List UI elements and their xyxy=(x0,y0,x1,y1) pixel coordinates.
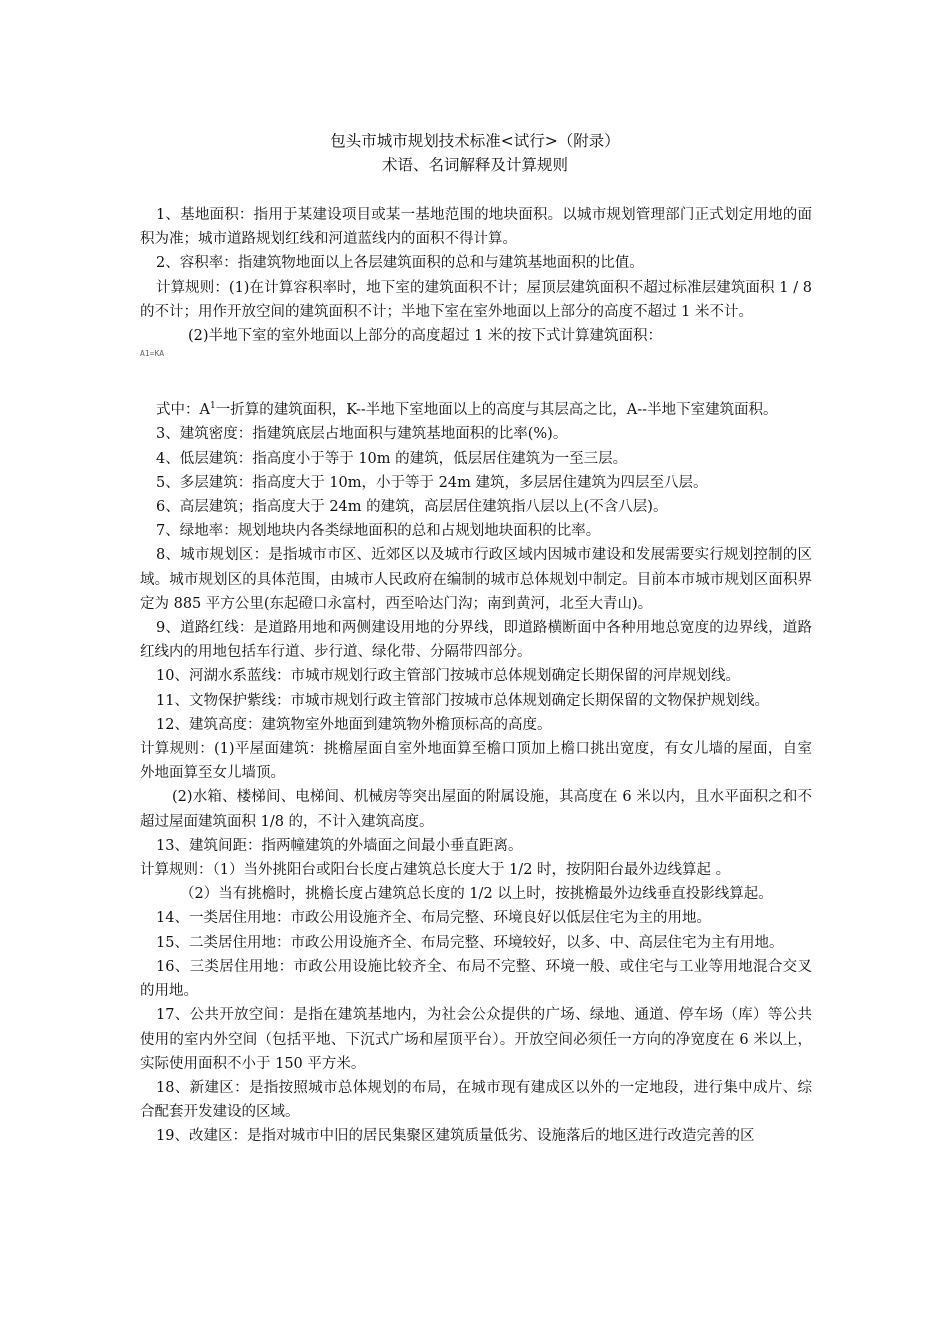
paragraph-purple-line: 11、文物保护紫线：市城市规划行政主管部门按城市总体规划确定长期保留的文物保护规划线。 xyxy=(156,692,769,709)
paragraph-spacing-rule-2: （2）当有挑檐时，挑檐长度占建筑总长度的 1/2 以上时，按挑檐最外边线垂直投影线算起。 xyxy=(180,886,773,903)
paragraph-green-ratio: 7、绿地率：规划地块内各类绿地面积的总和占规划地块面积的比率。 xyxy=(156,523,601,540)
formula-explanation-rest: 一折算的建筑面积，K--半地下室地面以上的高度与其层高之比，A--半地下室建筑面积。 xyxy=(215,402,778,419)
paragraph-plot-ratio: 2、容积率：指建筑物地面以上各层建筑面积的总和与建筑基地面积的比值。 xyxy=(156,255,644,272)
paragraph-planning-area: 8、城市规划区：是指城市市区、近郊区以及城市行政区域内因城市建设和发展需要实行规划控制的区域。城市规划区的具体范围，由城市人民政府在编制的城市总体规划中制定。目前本市城市规划区面积界定为 885 平方公里(东起磴口永富村，西至哈达门沟；南到黄河，北至大青山)。 xyxy=(140,547,812,612)
paragraph-height-rule-2: (2)水箱、楼梯间、电梯间、机械房等突出屋面的附属设施，其高度在 6 米以内，且水平面积之和不超过屋面建筑面积 1/8 的，不计入建筑高度。 xyxy=(140,789,812,830)
paragraph-building-spacing: 13、建筑间距：指两幢建筑的外墙面之间最小垂直距离。 xyxy=(156,837,523,854)
paragraph-renewal-district: 19、改建区：是指对城市中旧的居民集聚区建筑质量低劣、设施落后的地区进行改造完善的区 xyxy=(156,1128,755,1145)
paragraph-plot-ratio-rule-1: 计算规则：(1)在计算容积率时，地下室的建筑面积不计；屋顶层建筑面积不超过标准层建筑面积 1 / 8 的不计；用作开放空间的建筑面积不计；半地下室在室外地面以上部分的高度不超过 1 米不计。 xyxy=(140,279,812,320)
paragraph-spacing-rule-1: 计算规则：（1）当外挑阳台或阳台长度占建筑总长度大于 1/2 时，按阴阳台最外边线算起 。 xyxy=(140,862,731,879)
paragraph-residential-class-2: 15、二类居住用地：市政公用设施齐全、布局完整、环境较好，以多、中、高层住宅为主有用地。 xyxy=(156,934,784,951)
paragraph-formula-explanation xyxy=(140,398,812,422)
paragraph-road-red-line: 9、道路红线：是道路用地和两侧建设用地的分界线，即道路横断面中各种用地总宽度的边界线，道路红线内的用地包括车行道、步行道、绿化带、分隔带四部分。 xyxy=(140,620,812,661)
paragraph-base-area: 1、基地面积：指用于某建设项目或某一基地范围的地块面积。以城市规划管理部门正式划定用地的面积为准；城市道路规划红线和河道蓝线内的面积不得计算。 xyxy=(140,207,812,248)
paragraph-multi-storey: 5、多层建筑：指高度大于 10m，小于等于 24m 建筑，多层居住建筑为四层至八层。 xyxy=(156,474,708,491)
paragraph-residential-class-1: 14、一类居住用地：市政公用设施齐全、布局完整、环境良好以低层住宅为主的用地。 xyxy=(156,910,711,927)
paragraph-blue-line: 10、河湖水系蓝线：市城市规划行政主管部门按城市总体规划确定长期保留的河岸规划线。 xyxy=(156,668,740,685)
paragraph-building-density: 3、建筑密度：指建筑底层占地面积与建筑基地面积的比率(%)。 xyxy=(156,426,568,443)
formula-image: A1=KA xyxy=(140,349,165,359)
document-subtitle: 术语、名词解释及计算规则 xyxy=(381,156,568,174)
paragraph-open-space: 17、公共开放空间：是指在建筑基地内，为社会公众提供的广场、绿地、通道、停车场（库）等公共使用的室内外空间（包括平地、下沉式广场和屋顶平台）。开放空间必须任一方向的净宽度在 6 米以上，实际使用面积不小于 150 平方米。 xyxy=(140,1007,812,1072)
paragraph-low-rise: 4、低层建筑：指高度小于等于 10m 的建筑，低层居住建筑为一至三层。 xyxy=(156,450,628,467)
formula-explanation-start: 式中：A xyxy=(156,402,210,419)
paragraph-residential-class-3: 16、三类居住用地：市政公用设施比较齐全、布局不完整、环境一般、或住宅与工业等用地混合交叉的用地。 xyxy=(140,958,812,1000)
paragraph-building-height: 12、建筑高度：建筑物室外地面到建筑物外檐顶标高的高度。 xyxy=(156,716,552,733)
document-title: 包头市城市规划技术标准<试行>（附录） xyxy=(330,132,620,150)
document-body xyxy=(140,203,812,1149)
paragraph-high-rise: 6、高层建筑；指高度大于 24m 的建筑，高层居住建筑指八层以上(不含八层)。 xyxy=(156,499,668,516)
paragraph-new-district: 18、新建区：是指按照城市总体规划的布局，在城市现有建成区以外的一定地段，进行集中成片、综合配套开发建设的区域。 xyxy=(140,1079,812,1121)
paragraph-plot-ratio-rule-2: (2)半地下室的室外地面以上部分的高度超过 1 米的按下式计算建筑面积： xyxy=(188,328,662,345)
formula-superscript: 1 xyxy=(209,401,216,412)
paragraph-height-rule-1: 计算规则：(1)平屋面建筑：挑檐屋面自室外地面算至檐口顶加上檐口挑出宽度，有女儿墙的屋面，自室外地面算至女儿墙顶。 xyxy=(140,741,812,782)
